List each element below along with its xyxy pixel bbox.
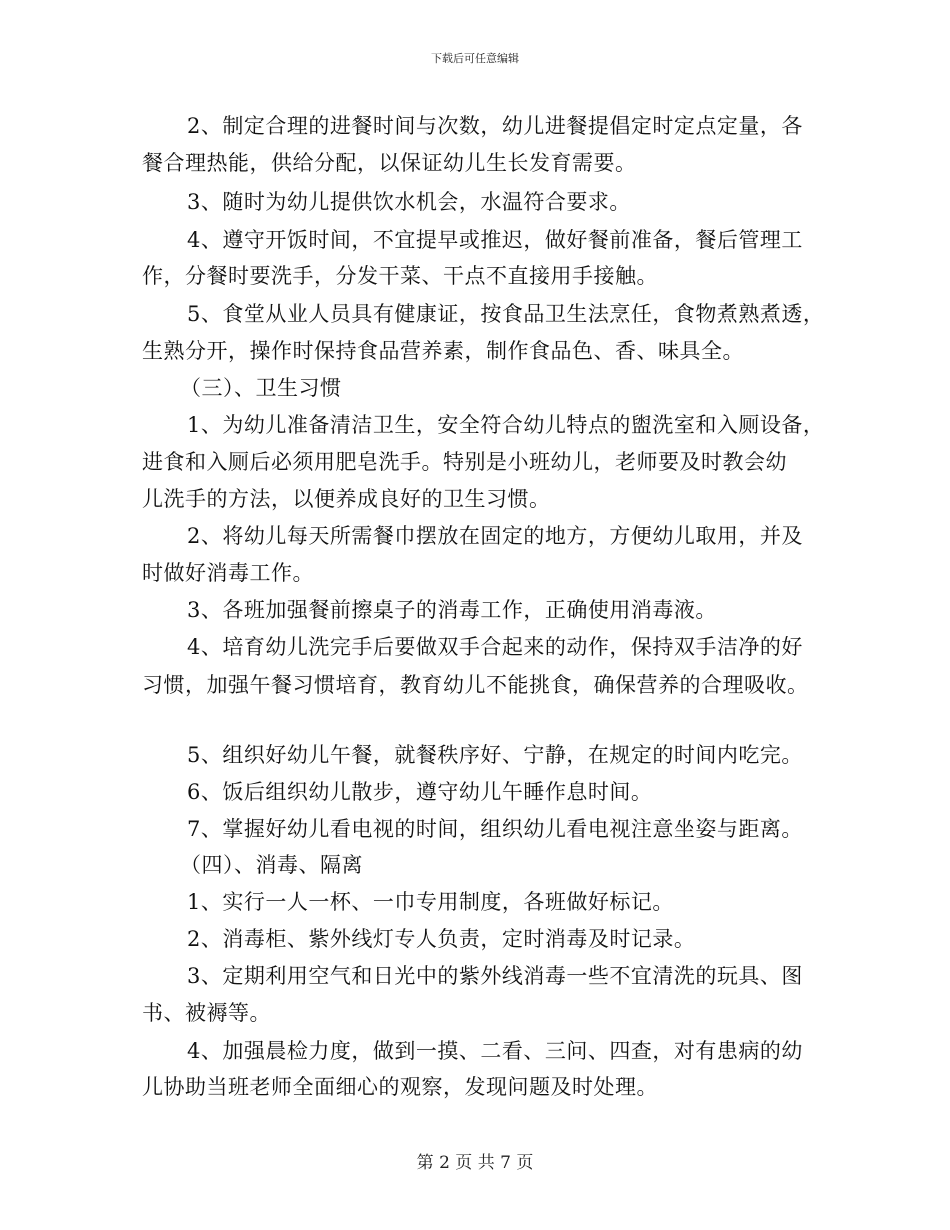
paragraph-line: 5、组织好幼儿午餐，就餐秩序好、宁静，在规定的时间内吃完。 bbox=[187, 743, 803, 767]
paragraph-line: 2、消毒柜、紫外线灯专人负责，定时消毒及时记录。 bbox=[187, 927, 696, 951]
paragraph-line: 3、随时为幼儿提供饮水机会，水温符合要求。 bbox=[187, 190, 631, 214]
paragraph-line: 进食和入厕后必须用肥皂洗手。特别是小班幼儿，老师要及时教会幼 bbox=[142, 450, 787, 474]
paragraph-line: 4、培育幼儿洗完手后要做双手合起来的动作，保持双手洁净的好 bbox=[187, 635, 803, 659]
paragraph-line: 7、掌握好幼儿看电视的时间，组织幼儿看电视注意坐姿与距离。 bbox=[187, 817, 803, 841]
paragraph-line: 儿洗手的方法，以便养成良好的卫生习惯。 bbox=[142, 487, 551, 511]
paragraph-line: 4、加强晨检力度，做到一摸、二看、三问、四查，对有患病的幼 bbox=[187, 1039, 803, 1063]
section-heading: （四）、消毒、隔离 bbox=[180, 853, 363, 877]
page-footer: 第 2 页 共 7 页 bbox=[416, 1153, 534, 1173]
paragraph-line: 3、定期利用空气和日光中的紫外线消毒一些不宜清洗的玩具、图 bbox=[187, 964, 803, 988]
paragraph-line: 生熟分开，操作时保持食品营养素，制作食品色、香、味具全。 bbox=[142, 339, 744, 363]
paragraph-line: 书、被褥等。 bbox=[142, 1001, 271, 1025]
paragraph-line: 作，分餐时要洗手，分发干菜、干点不直接用手接触。 bbox=[142, 264, 658, 288]
paragraph-line: 3、各班加强餐前擦桌子的消毒工作，正确使用消毒液。 bbox=[187, 598, 717, 622]
paragraph-line: 5、食堂从业人员具有健康证，按食品卫生法烹任，食物煮熟煮透， bbox=[187, 302, 825, 326]
paragraph-line: 2、制定合理的进餐时间与次数，幼儿进餐提倡定时定点定量，各 bbox=[187, 114, 803, 138]
page-header: 下载后可任意编辑 bbox=[431, 52, 519, 65]
paragraph-line: 习惯，加强午餐习惯培育，教育幼儿不能挑食，确保营养的合理吸收。 bbox=[142, 673, 809, 697]
paragraph-line: 6、饭后组织幼儿散步，遵守幼儿午睡作息时间。 bbox=[187, 780, 653, 804]
section-heading: （三）、卫生习惯 bbox=[180, 376, 342, 400]
paragraph-line: 儿协助当班老师全面细心的观察，发现问题及时处理。 bbox=[142, 1075, 658, 1099]
paragraph-line: 4、遵守开饭时间，不宜提早或推迟，做好餐前准备，餐后管理工 bbox=[187, 228, 803, 252]
paragraph-line: 1、实行一人一杯、一巾专用制度，各班做好标记。 bbox=[187, 890, 674, 914]
paragraph-line: 餐合理热能，供给分配，以保证幼儿生长发育需要。 bbox=[142, 151, 637, 175]
paragraph-line: 2、将幼儿每天所需餐巾摆放在固定的地方，方便幼儿取用，并及 bbox=[187, 524, 803, 548]
paragraph-line: 1、为幼儿准备清洁卫生，安全符合幼儿特点的盥洗室和入厕设备， bbox=[187, 413, 825, 437]
paragraph-line: 时做好消毒工作。 bbox=[142, 561, 314, 585]
